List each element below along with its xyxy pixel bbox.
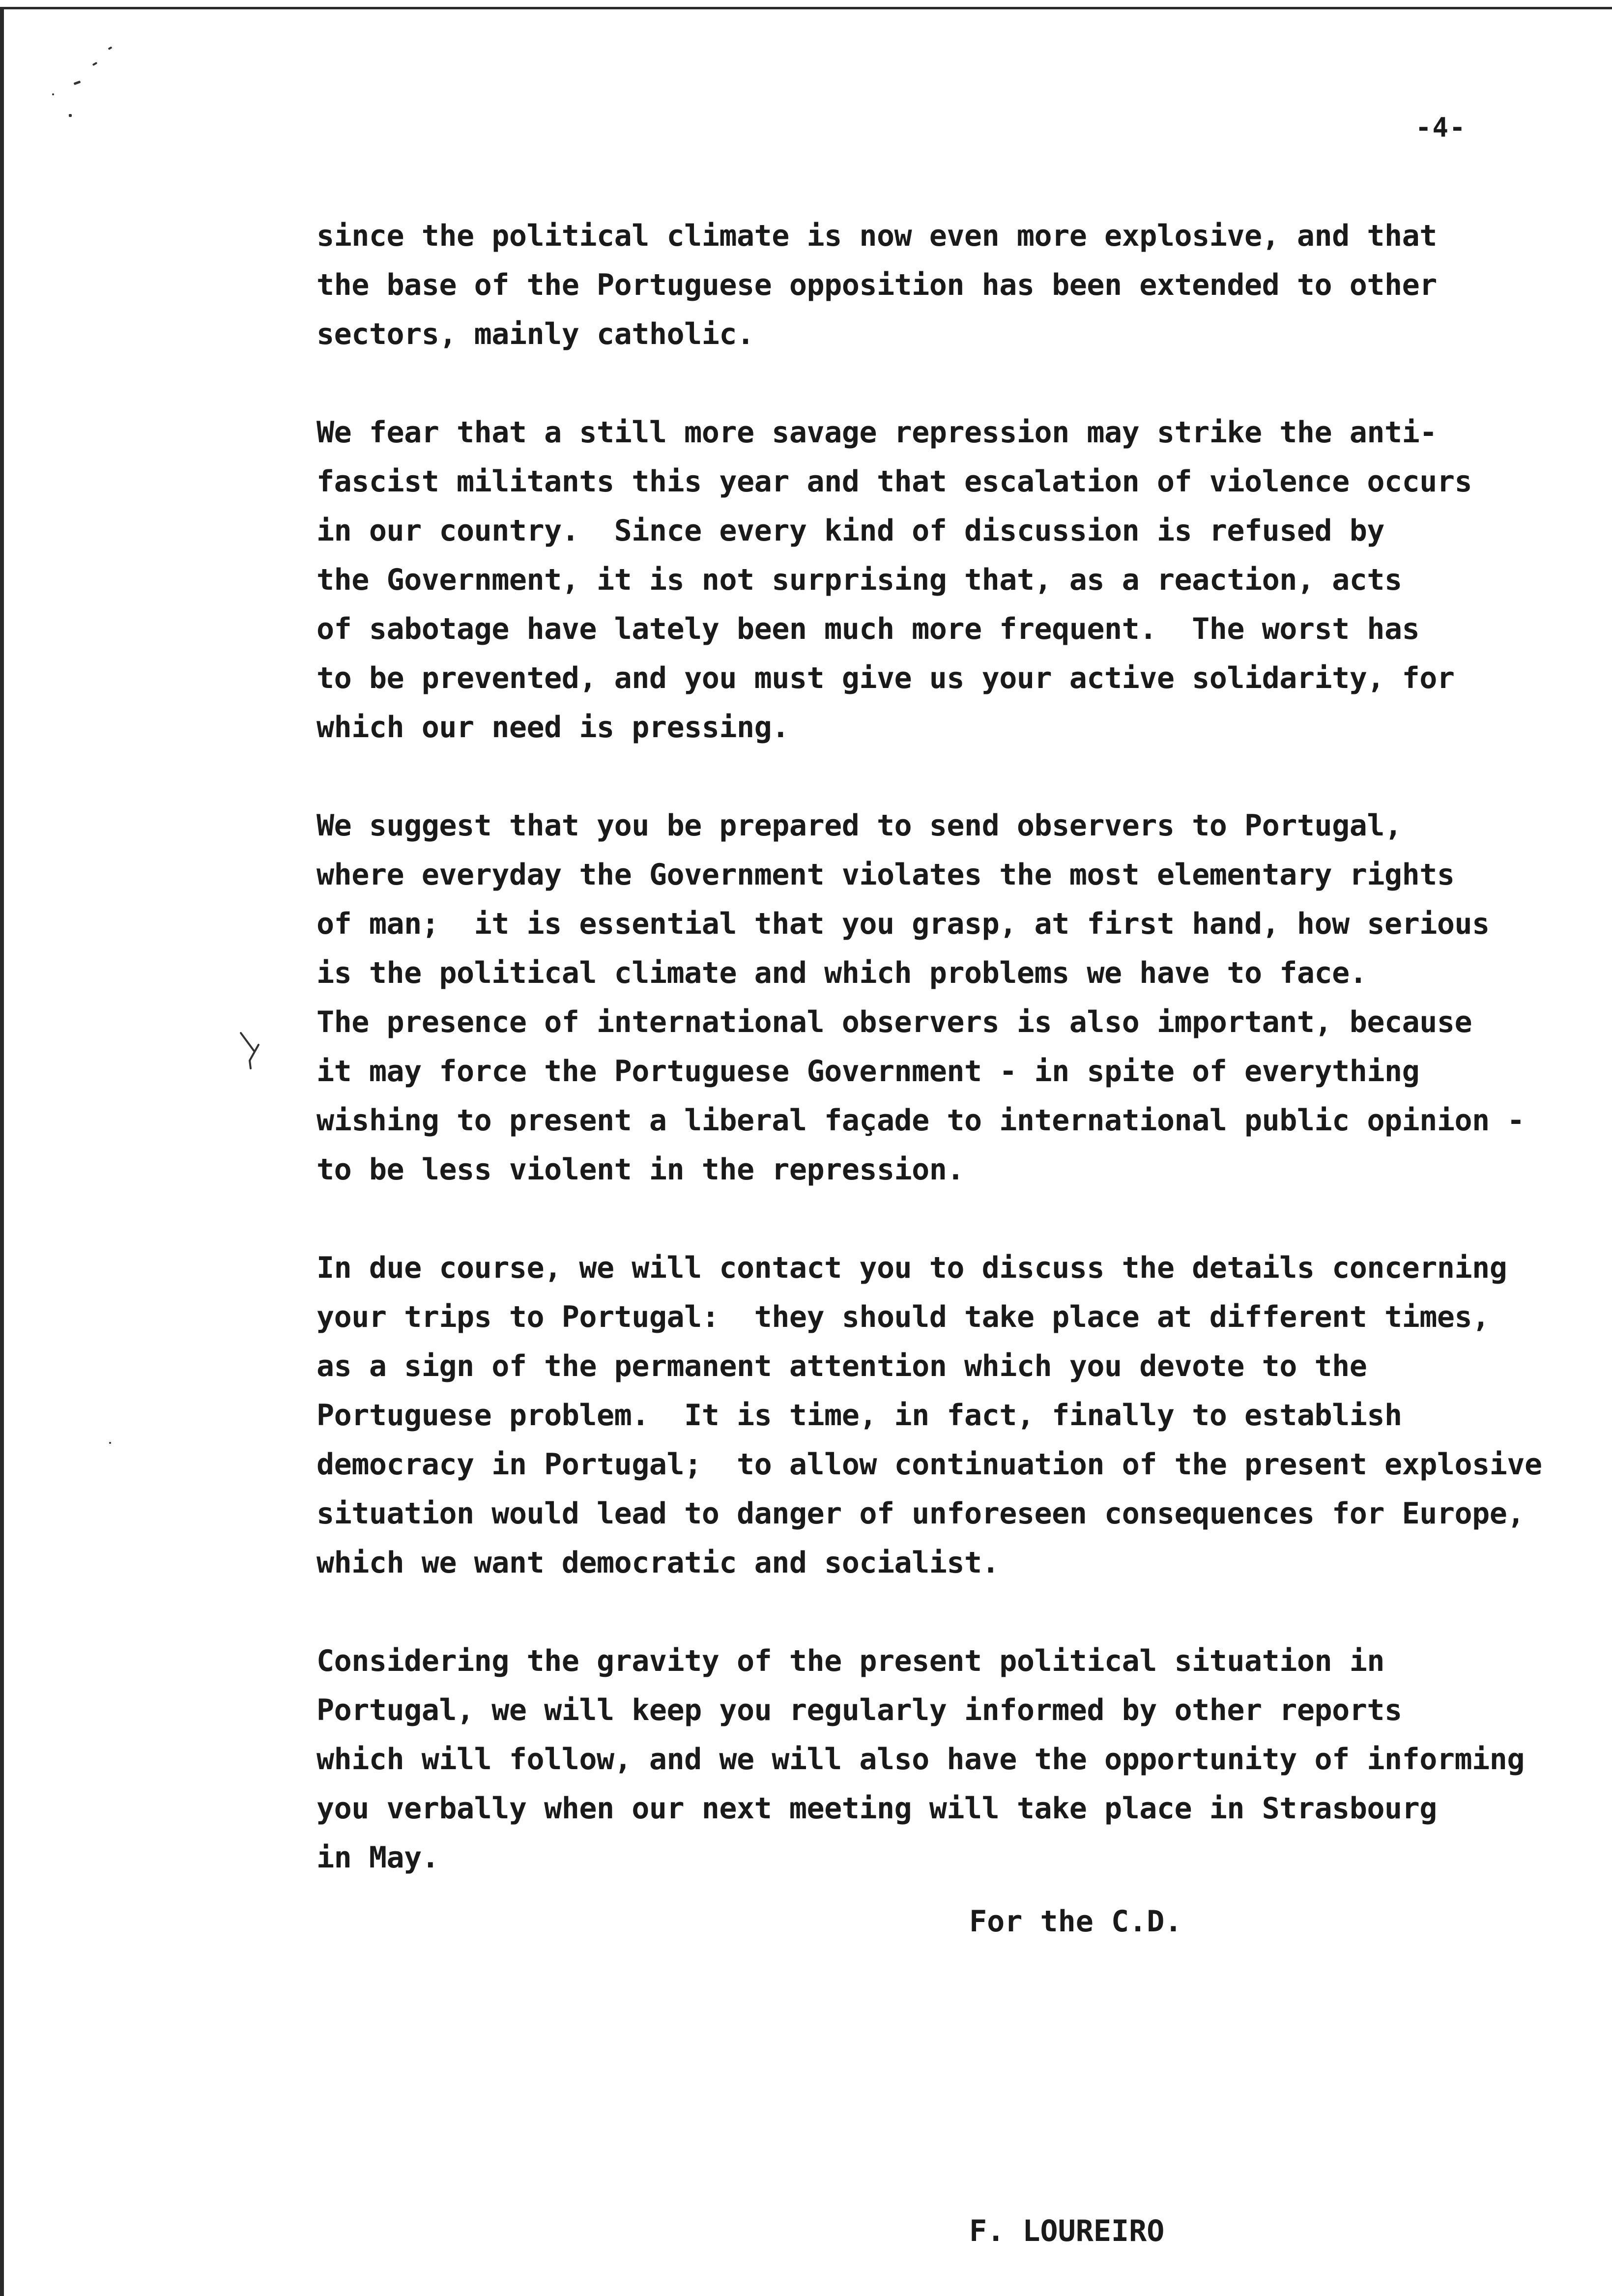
text-line: where everyday the Government violates the most elementary rights [317,858,1455,892]
text-line: We fear that a still more savage repression may strike the anti- [317,415,1437,450]
text-line: situation would lead to danger of unforeseen consequences for Europe, [317,1496,1525,1531]
paragraph-gap [317,1194,1575,1243]
text-line: which we want democratic and socialist. [317,1546,1000,1580]
text-line: of sabotage have lately been much more frequent. The worst has [317,612,1420,646]
scan-speck [92,62,98,66]
paragraph [317,211,1575,359]
scan-speck [109,1442,111,1444]
text-line: as a sign of the permanent attention which you devote to the [317,1349,1367,1383]
text-line: your trips to Portugal: they should take place at different times, [317,1300,1490,1334]
scan-edge-left [0,7,4,2296]
paragraph [317,1243,1575,1587]
scan-edge-top [0,7,1612,9]
text-line: fascist militants this year and that escalation of violence occurs [317,464,1472,499]
text-line: The presence of international observers is also important, because [317,1005,1472,1039]
text-line: the base of the Portuguese opposition has been extended to other [317,268,1437,302]
text-line: to be prevented, and you must give us your active solidarity, for [317,661,1455,695]
text-line: Portugal, we will keep you regularly informed by other reports [317,1693,1402,1727]
text-line: in our country. Since every kind of discussion is refused by [317,514,1385,548]
text-line: In due course, we will contact you to discuss the details concerning [317,1251,1507,1285]
paragraph [317,408,1575,752]
text-line: which will follow, and we will also have the opportunity of informing [317,1742,1525,1777]
text-line: We suggest that you be prepared to send observers to Portugal, [317,808,1402,843]
text-line: Portuguese problem. It is time, in fact, finally to establish [317,1398,1402,1433]
text-line: of man; it is essential that you grasp, at first hand, how serious [317,907,1490,941]
text-line: to be less violent in the repression. [317,1152,965,1187]
closing-line: For the C.D. [969,1904,1182,1939]
text-line: Considering the gravity of the present political situation in [317,1644,1385,1678]
paragraph [317,801,1575,1194]
scan-speck [108,46,113,50]
text-line: it may force the Portuguese Government - in spite of everything [317,1054,1420,1089]
text-line: which our need is pressing. [317,710,789,745]
scan-speck [74,81,81,85]
text-line: in May. [317,1840,439,1875]
page-number: -4- [1415,112,1467,143]
text-line: the Government, it is not surprising that, as a reaction, acts [317,563,1402,597]
text-line: wishing to present a liberal façade to international public opinion - [317,1103,1525,1138]
scan-speck [69,114,72,117]
text-line: is the political climate and which problems we have to face. [317,956,1367,990]
signatory-name: F. LOUREIRO [969,2214,1165,2248]
text-line: since the political climate is now even more explosive, and that [317,219,1437,253]
text-line: sectors, mainly catholic. [317,317,754,351]
paragraph-gap [317,752,1575,801]
letter-body [317,211,1575,1882]
paragraph [317,1636,1575,1882]
scan-speck [52,93,54,95]
paragraph-gap [317,359,1575,408]
paragraph-gap [317,1587,1575,1636]
text-line: democracy in Portugal; to allow continuation of the present explosive [317,1447,1542,1482]
text-line: you verbally when our next meeting will take place in Strasbourg [317,1791,1437,1826]
margin-check-mark [239,1030,268,1069]
